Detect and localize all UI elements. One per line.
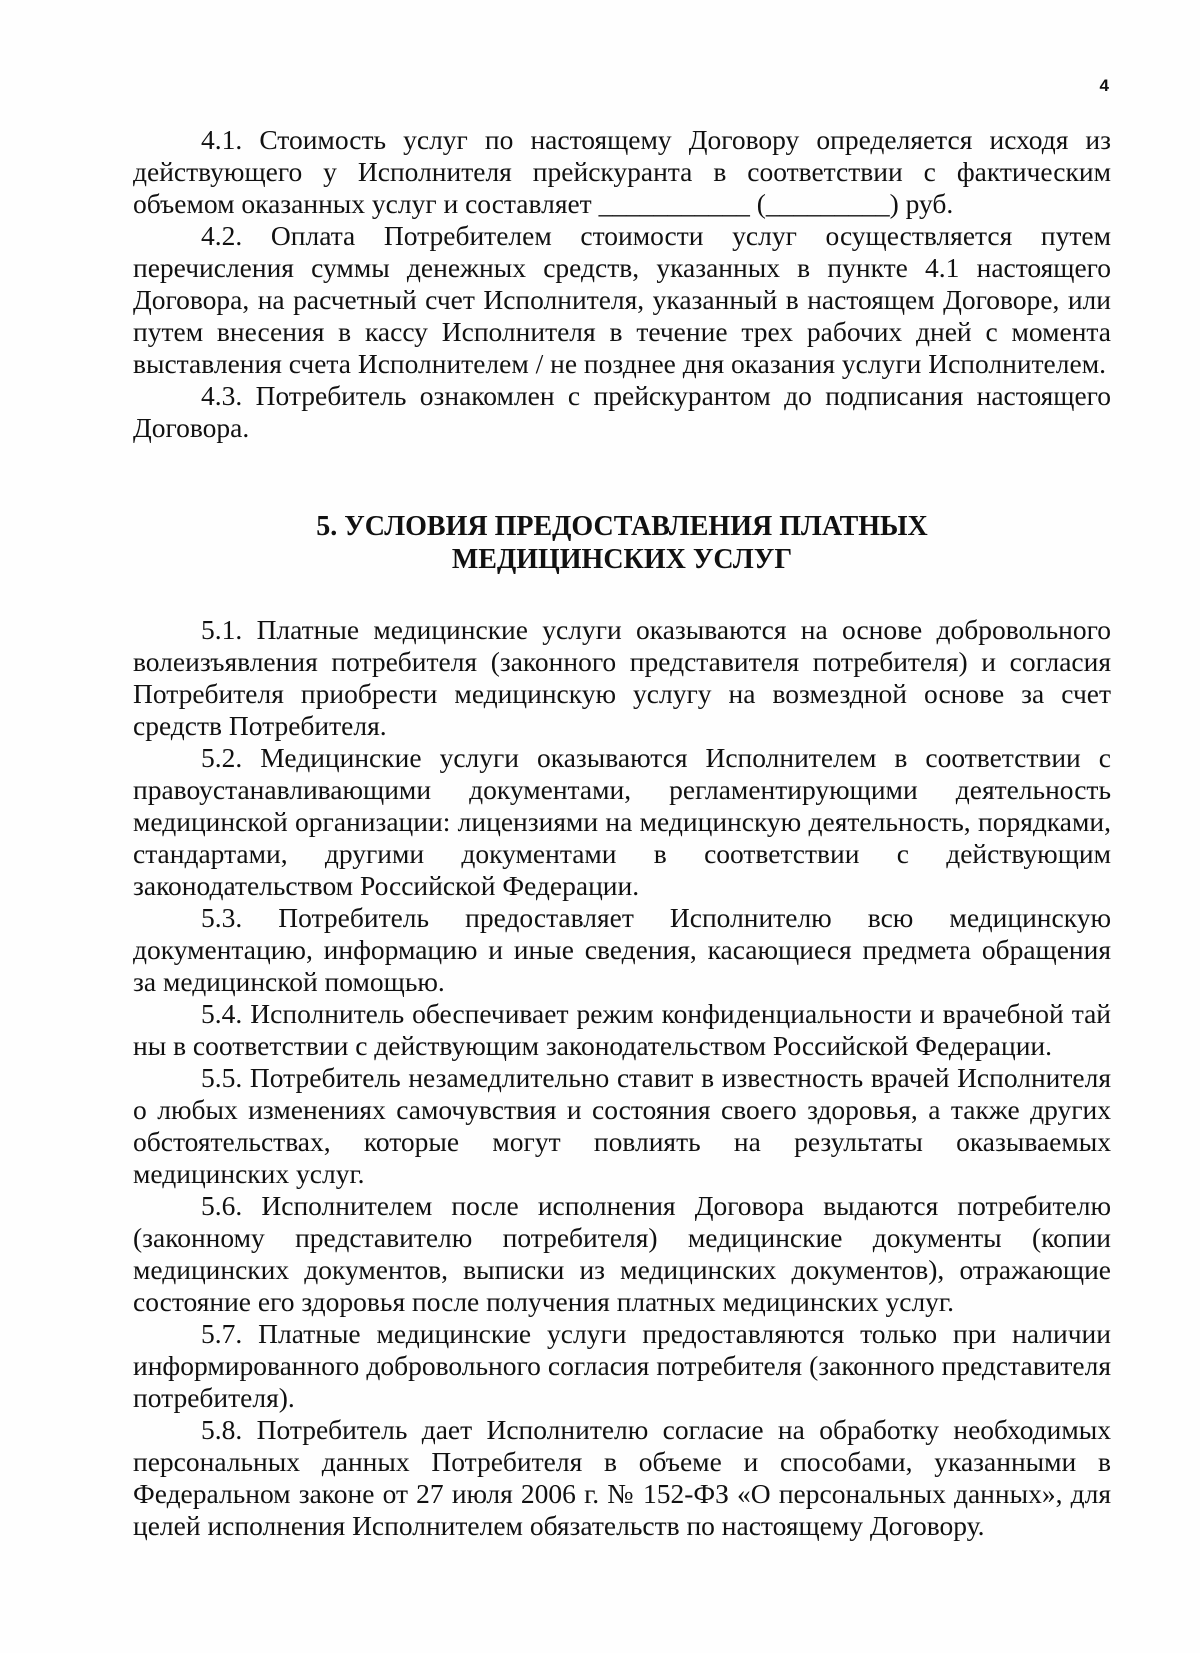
paragraph-4-3: 4.3. Потребитель ознакомлен с прейскурантом до подписания настоящего Договора. bbox=[133, 380, 1111, 443]
section-4-text bbox=[133, 124, 1111, 444]
paragraph-5-3: 5.3. Потребитель предоставляет Исполнителю всю медицинскую документацию, информацию и иные сведения, касающиеся предмета обращения за медицинской помощью. bbox=[133, 902, 1111, 997]
section-5-heading bbox=[133, 510, 1111, 576]
paragraph-5-8: 5.8. Потребитель дает Исполнителю согласие на обработку необходимых персональных данных Потребителя в объеме и способами, указанными в Федеральном законе от 27 июля 2006 г. № 152-ФЗ «О персональных данных», для целей исполнения Исполнителем обязательств по настоящему Договору. bbox=[133, 1414, 1111, 1541]
section-5-text bbox=[133, 614, 1111, 1542]
paragraph-5-5: 5.5. Потребитель незамедлительно ставит в известность врачей Исполнителя о любых изменениях самочувствия и состояния своего здоровья, а также других обстоятельствах, которые могут повлиять на результаты оказываемых медицинских услуг. bbox=[133, 1062, 1111, 1189]
paragraph-5-6: 5.6. Исполнителем после исполнения Договора выдаются потребителю (законному представителю потребителя) медицинские документы (копии медицинских документов, выписки из медицинских документов), отражающие состояние его здоровья после получения платных медицинских услуг. bbox=[133, 1190, 1111, 1317]
paragraph-4-2: 4.2. Оплата Потребителем стоимости услуг осуществляется путем перечисления суммы денежных средств, указанных в пункте 4.1 настоящего Договора, на расчетный счет Исполнителя, указанный в настоящем Договоре, или путем внесения в кассу Исполнителя в течение трех рабочих дней с момента выставления счета Исполнителем / не позднее дня оказания услуги Исполнителем. bbox=[133, 220, 1111, 379]
paragraph-5-4: 5.4. Исполнитель обеспечивает режим конфиденциальности и врачебной тай ны в соответствии с действующим законодательством Российской Федерации. bbox=[133, 998, 1111, 1061]
paragraph-5-2: 5.2. Медицинские услуги оказываются Исполнителем в соответствии с правоустанавливающими документами, регламентирующими деятельность медицинской организации: лицензиями на медицинскую деятельность, порядками, стандартами, другими документами в соответствии с действующим законодательством Российской Федерации. bbox=[133, 742, 1111, 901]
page-number: 4 bbox=[1099, 76, 1109, 95]
paragraph-5-7: 5.7. Платные медицинские услуги предоставляются только при наличии информированного добровольного согласия потребителя (законного представителя потребителя). bbox=[133, 1318, 1111, 1413]
section-5-heading-line-1: 5. УСЛОВИЯ ПРЕДОСТАВЛЕНИЯ ПЛАТНЫХ bbox=[316, 511, 928, 542]
section-5-heading-line-2: МЕДИЦИНСКИХ УСЛУГ bbox=[451, 544, 793, 575]
paragraph-4-1: 4.1. Стоимость услуг по настоящему Договору определяется исходя из действующего у Исполнителя прейскуранта в соответствии с фактическим объемом оказанных услуг и составляет ___________ (_________) руб. bbox=[133, 124, 1111, 219]
paragraph-5-1: 5.1. Платные медицинские услуги оказываются на основе добровольного волеизъявления потребителя (законного представителя потребителя) и согласия Потребителя приобрести медицинскую услугу на возмездной основе за счет средств Потребителя. bbox=[133, 614, 1111, 741]
